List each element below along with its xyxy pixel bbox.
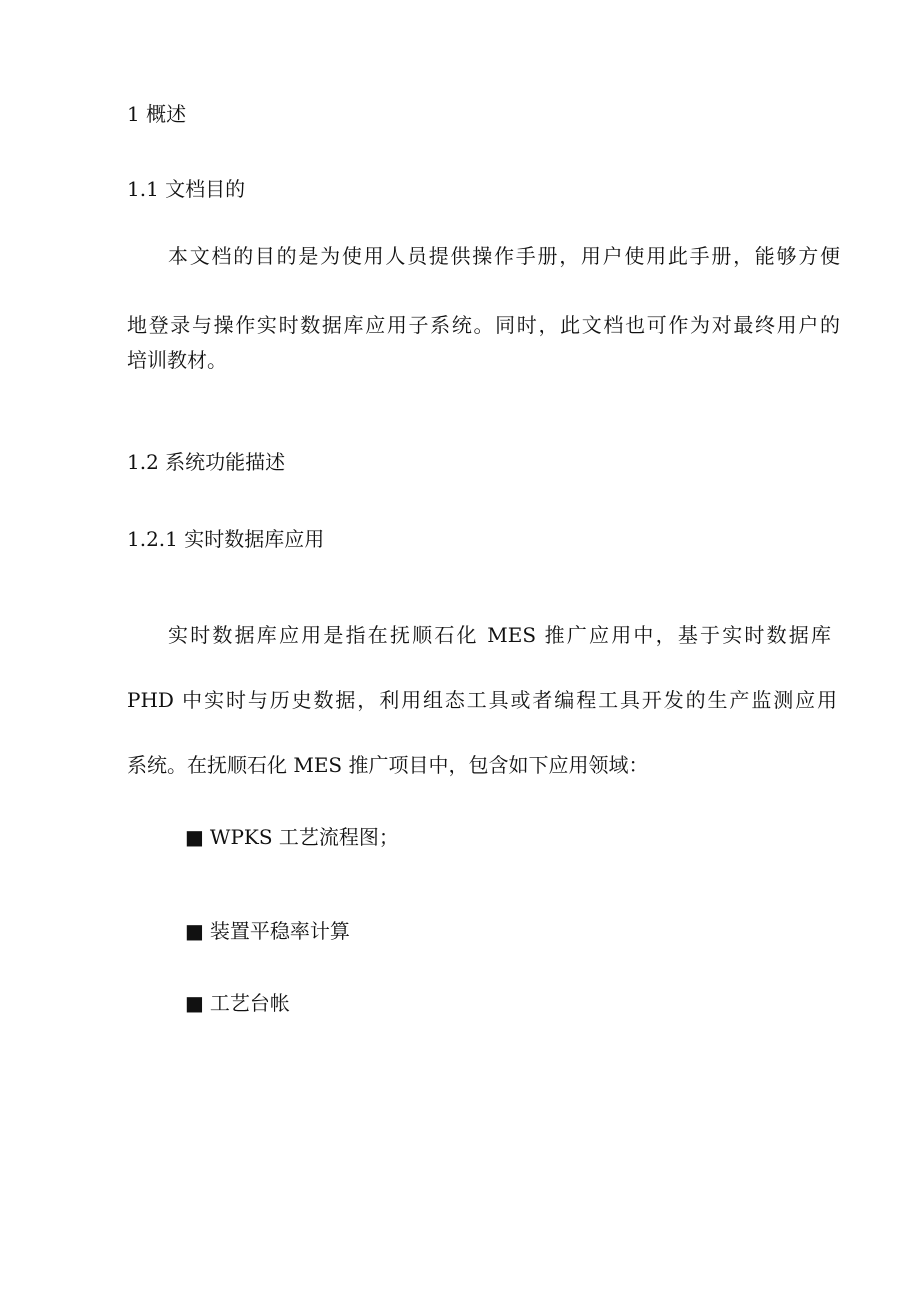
bullet-text: 装置平稳率计算 [209,919,350,943]
bullet-text: 工艺台帐 [209,991,290,1015]
paragraph-realtime-line-3: 系统。在抚顺石化 MES 推广项目中，包含如下应用领域： [127,753,649,777]
bullet-item-2 [185,917,350,945]
heading-overview: 1 概述 [127,102,187,126]
paragraph-purpose-line-3: 培训教材。 [127,348,227,372]
paragraph-purpose-line-2: 地登录与操作实时数据库应用子系统。同时，此文档也可作为对最终用户的 [127,313,840,337]
square-bullet-icon: ■ [185,991,204,1015]
paragraph-realtime-line-1: 实时数据库应用是指在抚顺石化 MES 推广应用中，基于实时数据库 [168,623,831,647]
bullet-item-1 [185,823,399,851]
paragraph-realtime-line-2: PHD 中实时与历史数据，利用组态工具或者编程工具开发的生产监测应用 [127,688,837,712]
bullet-text: WPKS 工艺流程图； [209,825,399,849]
heading-1-1-document-purpose: 1.1 文档目的 [127,177,246,201]
square-bullet-icon: ■ [185,919,204,943]
square-bullet-icon: ■ [185,825,204,849]
bullet-item-3 [185,989,290,1017]
heading-1-2-system-functions: 1.2 系统功能描述 [127,450,286,474]
heading-1-2-1-realtime-db-app: 1.2.1 实时数据库应用 [127,527,325,551]
paragraph-purpose-line-1: 本文档的目的是为使用人员提供操作手册，用户使用此手册，能够方便 [168,244,840,268]
